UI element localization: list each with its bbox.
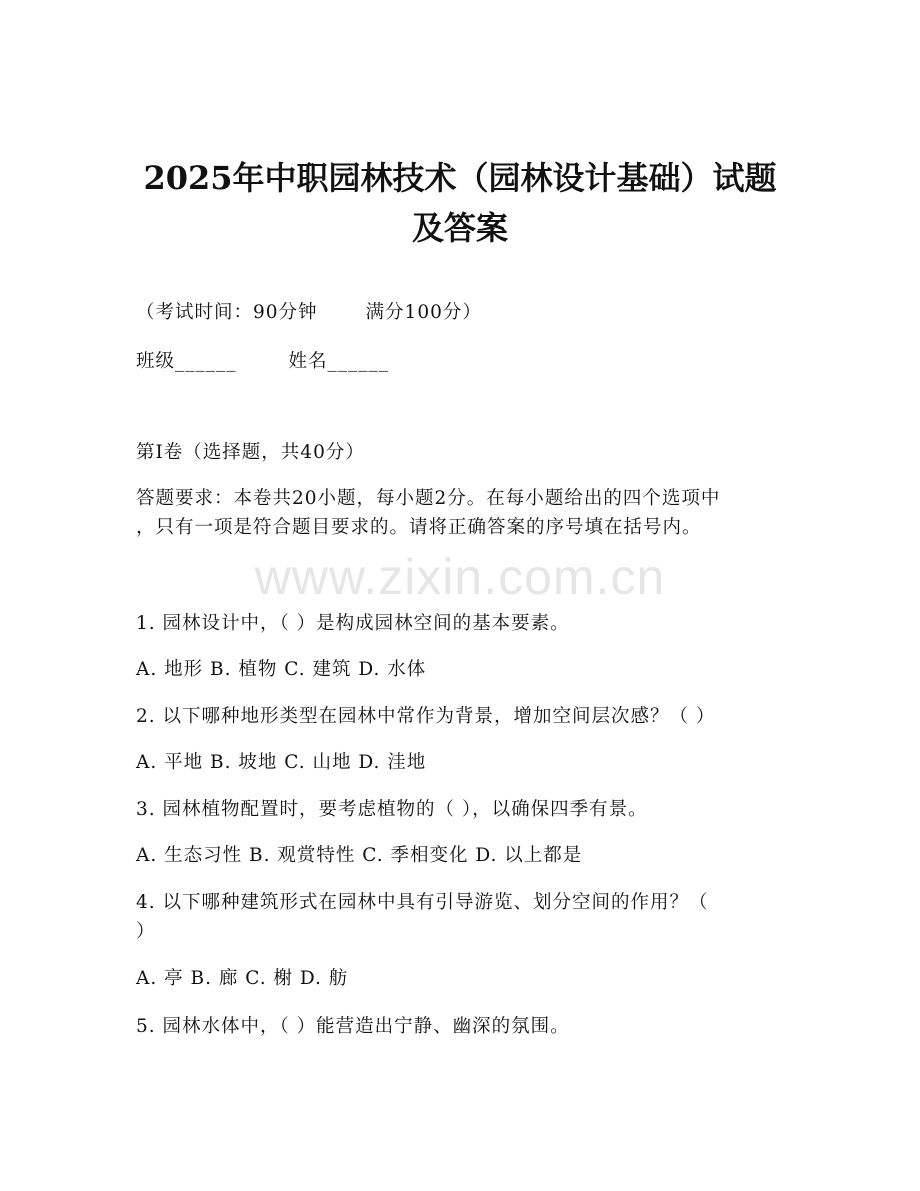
question-1-stem: 1. 园林设计中，（ ）是构成园林空间的基本要素。 xyxy=(136,613,570,634)
instructions-line-2: ，只有一项是符合题目要求的。请将正确答案的序号填在括号内。 xyxy=(136,517,702,538)
student-info xyxy=(136,349,389,375)
question-3-options: A. 生态习性 B. 观赏特性 C. 季相变化 D. 以上都是 xyxy=(136,845,583,866)
question-2-stem: 2. 以下哪种地形类型在园林中常作为背景，增加空间层次感？（ ） xyxy=(136,706,716,727)
document-title-line-1: 2025年中职园林技术（园林设计基础）试题 xyxy=(143,159,777,197)
exam-info xyxy=(136,300,482,326)
question-4-stem-continued: ） xyxy=(136,921,156,942)
watermark: www.zixin.com.cn xyxy=(254,549,666,605)
question-1-options: A. 地形 B. 植物 C. 建筑 D. 水体 xyxy=(136,659,427,680)
full-score: 满分100分） xyxy=(365,302,482,323)
question-5-stem: 5. 园林水体中，（ ）能营造出宁静、幽深的氛围。 xyxy=(136,1016,570,1037)
question-4-stem: 4. 以下哪种建筑形式在园林中具有引导游览、划分空间的作用？（ xyxy=(136,892,709,913)
class-field: 班级______ xyxy=(136,351,237,372)
document-title-line-2: 及答案 xyxy=(411,209,508,247)
question-3-stem: 3. 园林植物配置时，要考虑植物的（ ），以确保四季有景。 xyxy=(136,799,648,820)
exam-time: （考试时间：90分钟 xyxy=(136,302,318,323)
section-heading: 第I卷（选择题，共40分） xyxy=(136,442,365,463)
instructions-line-1: 答题要求：本卷共20小题，每小题2分。在每小题给出的四个选项中 xyxy=(136,488,721,509)
name-field: 姓名______ xyxy=(288,351,390,372)
question-2-options: A. 平地 B. 坡地 C. 山地 D. 洼地 xyxy=(136,752,427,773)
question-4-options: A. 亭 B. 廊 C. 榭 D. 舫 xyxy=(136,968,349,989)
